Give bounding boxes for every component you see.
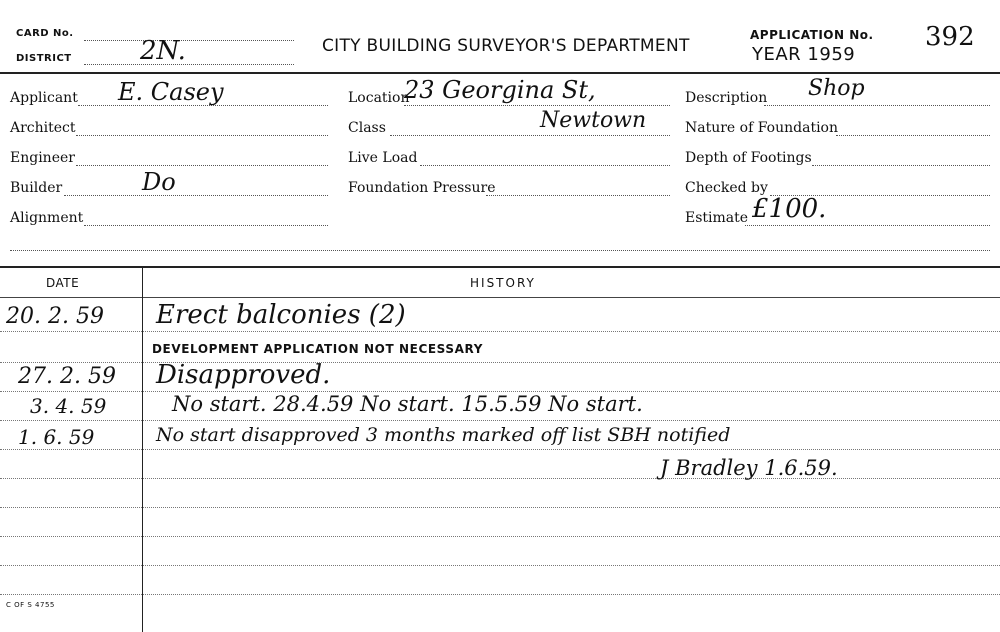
description-value: Shop [808,76,865,101]
application-no-label: APPLICATION No. [750,28,874,42]
ruled-row [0,331,1000,332]
signature: J Bradley 1.6.59. [660,456,838,480]
ruled-row [0,565,1000,566]
card-no-line [84,40,294,41]
nature-of-foundation-label: Nature of Foundation [685,120,838,136]
builder-label: Builder [10,180,63,196]
history-top-rule [0,266,1000,268]
applicant-value: E. Casey [118,78,224,106]
class-label: Class [348,120,386,136]
history-date: 27. 2. 59 [18,364,116,389]
district-line [84,64,294,65]
header-rule [0,72,1000,74]
class-line [390,135,670,136]
district-label: DISTRICT [16,53,72,64]
history-entry: Disapproved. [156,360,331,390]
description-line [764,105,990,106]
location-line [404,105,670,106]
district-value: 2N. [140,36,186,66]
estimate-label: Estimate [685,210,749,226]
history-column-header: HISTORY [470,276,536,290]
builder-line [64,195,328,196]
history-entry: Erect balconies (2) [156,300,406,330]
alignment-line [84,225,328,226]
location-suburb-value: Newtown [540,108,647,133]
date-column-header: DATE [46,276,80,290]
history-entry: No start. 28.4.59 No start. 15.5.59 No start. [172,392,643,416]
architect-line [76,135,328,136]
history-header-rule [0,297,1000,298]
location-value: 23 Georgina St, [404,76,596,104]
alignment-label: Alignment [10,210,84,226]
engineer-label: Engineer [10,150,75,166]
application-number: 392 [925,22,975,52]
year-label: YEAR 1959 [752,44,856,65]
history-entry: No start disapproved 3 months marked off list SBH notified [156,424,731,446]
ruled-row [0,507,1000,508]
estimate-value: £100. [752,194,827,224]
ruled-row [0,594,1000,595]
live-load-label: Live Load [348,150,418,166]
live-load-line [420,165,670,166]
card-no-label: CARD No. [16,28,74,39]
description-label: Description [685,90,768,106]
fields-blank-line [10,250,990,251]
department-title: CITY BUILDING SURVEYOR'S DEPARTMENT [322,36,690,56]
foundation-pressure-label: Foundation Pressure [348,180,496,196]
ruled-row [0,362,1000,363]
engineer-line [76,165,328,166]
builder-value: Do [142,168,176,196]
form-code: C OF S 4755 [6,601,55,609]
ruled-row [0,536,1000,537]
checked-by-label: Checked by [685,180,768,196]
ruled-row [0,478,1000,479]
estimate-line [745,225,990,226]
applicant-label: Applicant [10,90,78,106]
location-label: Location [348,90,410,106]
history-date: 3. 4. 59 [30,394,107,418]
ruled-row [0,420,1000,421]
development-stamp: DEVELOPMENT APPLICATION NOT NECESSARY [152,342,483,356]
foundation-pressure-line [486,195,670,196]
ruled-row [0,449,1000,450]
depth-of-footings-line [812,165,990,166]
architect-label: Architect [10,120,76,136]
history-date: 1. 6. 59 [18,425,95,449]
history-date: 20. 2. 59 [6,304,104,329]
depth-of-footings-label: Depth of Footings [685,150,812,166]
nature-of-foundation-line [836,135,990,136]
